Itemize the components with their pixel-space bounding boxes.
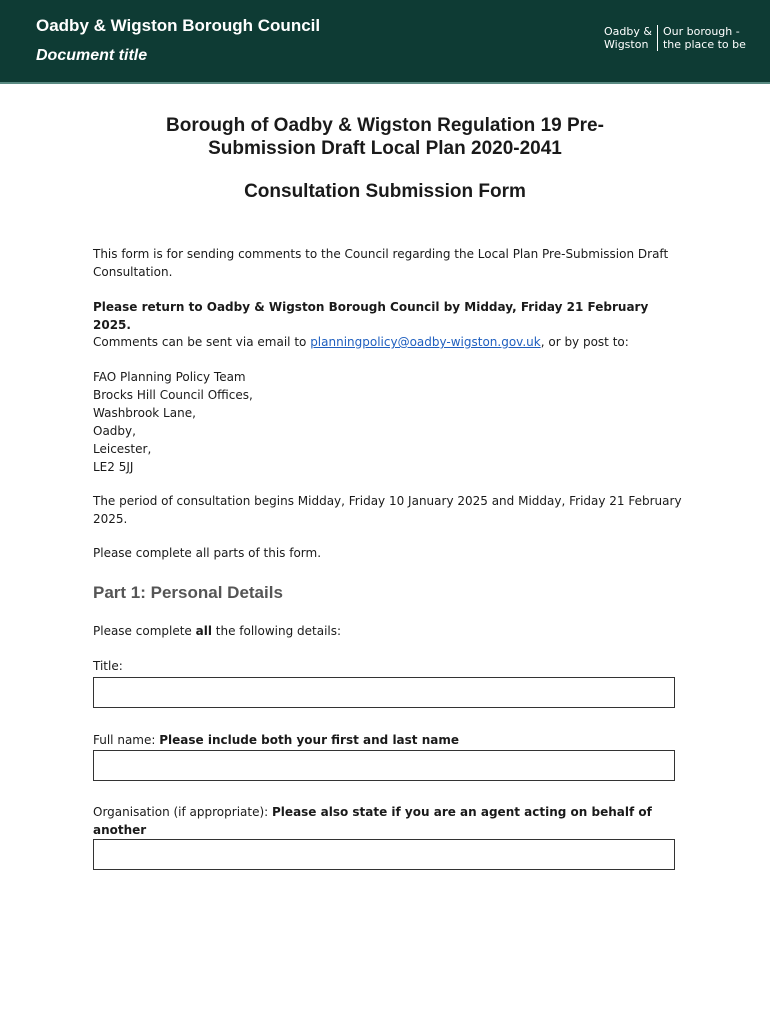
complete-all-notice: Please complete all parts of this form. — [93, 546, 322, 560]
address-line: Washbrook Lane, — [93, 406, 196, 420]
instr-bold: all — [195, 624, 212, 638]
organisation-input[interactable] — [93, 839, 675, 870]
logo-text-left-1: Oadby & — [604, 25, 652, 38]
email-suffix: , or by post to: — [540, 335, 629, 349]
period-line-2: 2025. — [93, 512, 128, 526]
postal-address — [93, 368, 683, 476]
full-name-input[interactable] — [93, 750, 675, 781]
logo-text-right-1: Our borough - — [662, 25, 740, 38]
logo-text-left-2: Wigston — [604, 38, 649, 51]
title-line-2: Submission Draft Local Plan 2020-2041 — [208, 138, 562, 159]
intro-line-1: This form is for sending comments to the Council regarding the Local Plan Pre-Submission Draft — [93, 247, 669, 261]
full-name-label — [93, 731, 683, 749]
logo-text-right-2: the place to be — [662, 38, 746, 51]
name-note: Please include both your first and last name — [159, 733, 459, 747]
part1-heading: Part 1: Personal Details — [93, 583, 283, 602]
title-input[interactable] — [93, 677, 675, 708]
email-prefix: Comments can be sent via email to — [93, 335, 311, 349]
instr-prefix: Please complete — [93, 624, 196, 638]
email-link[interactable]: planningpolicy@oadby-wigston.gov.uk — [310, 335, 541, 349]
instr-suffix: the following details: — [211, 624, 342, 638]
email-paragraph — [93, 333, 683, 351]
council-logo — [604, 25, 746, 51]
address-line: FAO Planning Policy Team — [93, 370, 246, 384]
address-line: Leicester, — [93, 442, 152, 456]
council-name: Oadby & Wigston Borough Council — [36, 16, 321, 35]
address-line: Brocks Hill Council Offices, — [93, 388, 253, 402]
name-label-text: Full name: — [93, 733, 160, 747]
document-title: Document title — [36, 47, 148, 64]
return-notice: Please return to Oadby & Wigston Borough Council by Midday, Friday 21 February 2025. — [93, 300, 649, 332]
title-line-1: Borough of Oadby & Wigston Regulation 19 Pre- — [166, 115, 604, 136]
address-line: Oadby, — [93, 424, 136, 438]
period-line-1: The period of consultation begins Midday, Friday 10 January 2025 and Midday, Friday 21 February — [93, 494, 682, 508]
page-header — [0, 0, 770, 84]
address-line: LE2 5JJ — [93, 460, 134, 474]
title-field-label: Title: — [93, 659, 123, 673]
org-note-line-1: Please also state if you are an agent acting on behalf of another — [93, 805, 652, 837]
intro-line-2: Consultation. — [93, 265, 173, 279]
form-main-title — [100, 114, 670, 160]
org-label-text: Organisation (if appropriate): — [93, 805, 273, 819]
consultation-period — [93, 492, 683, 528]
intro-paragraph — [93, 245, 683, 281]
form-subtitle: Consultation Submission Form — [244, 181, 526, 202]
part1-instructions — [93, 622, 683, 640]
